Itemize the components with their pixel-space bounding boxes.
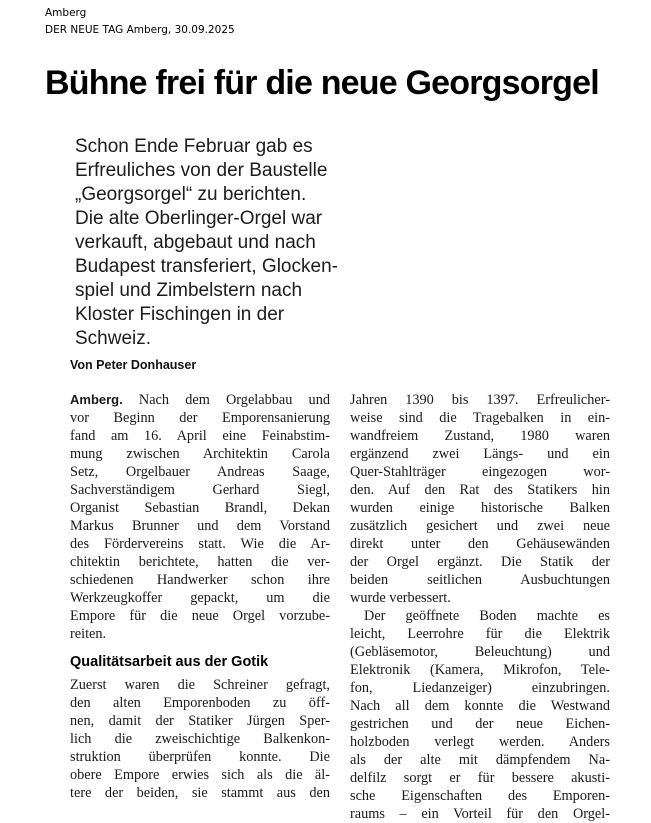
lead-line: Kloster Fischingen in der bbox=[75, 304, 285, 325]
column-right bbox=[350, 391, 610, 823]
article-lead bbox=[75, 135, 375, 351]
text-line: mung zwischen Architektin Carola bbox=[70, 446, 330, 462]
text-line: vor Beginn der Emporensanierung bbox=[70, 410, 330, 426]
text-line: tere der beiden, sie stammt aus den bbox=[70, 785, 330, 801]
lead-line: Die alte Oberlinger-Orgel war bbox=[75, 208, 323, 229]
text-line: Zuerst waren die Schreiner gefragt, bbox=[70, 677, 330, 693]
text-line: fand am 16. April eine Feinabstim- bbox=[70, 428, 330, 444]
text-line: Empore für die neue Orgel vorzube- bbox=[70, 608, 330, 624]
text-line: obere Empore erwies sich als die äl- bbox=[70, 767, 330, 783]
article-byline: Von Peter Donhauser bbox=[70, 358, 197, 372]
lead-line: Schon Ende Februar gab es bbox=[75, 136, 313, 157]
text-line: der Orgel ergänzt. Die Statik der bbox=[350, 554, 610, 570]
text-line: beiden seitlichen Ausbuchtungen bbox=[350, 572, 610, 588]
lead-line: Schweiz. bbox=[75, 328, 152, 349]
header-location: Amberg bbox=[45, 7, 87, 19]
text-line: wurde verbessert. bbox=[350, 590, 451, 606]
text-line: holzboden verlegt werden. Anders bbox=[350, 734, 610, 750]
text-line: wurden einige historische Balken bbox=[350, 500, 610, 516]
text-line: fon, Liedanzeiger) einzubringen. bbox=[350, 680, 610, 696]
text-line: zusätzlich gesichert und zwei neue bbox=[350, 518, 610, 534]
text-line: Nach all dem konnte die Westwand bbox=[350, 698, 610, 714]
text-line: lich die zweischichtige Balkenkon- bbox=[70, 731, 330, 747]
article-header bbox=[45, 5, 235, 39]
text-line: nen, damit der Statiker Jürgen Sper- bbox=[70, 713, 330, 729]
text-line: gestrichen und der neue Eichen- bbox=[350, 716, 610, 732]
lead-line: spiel und Zimbelstern nach bbox=[75, 280, 303, 301]
section-heading: Qualitätsarbeit aus der Gotik bbox=[70, 654, 269, 670]
text-line: raums – ein Vorteil für den Orgel- bbox=[350, 806, 610, 822]
text-line: Sachverständigem Gerhard Siegl, bbox=[70, 482, 330, 498]
text-line: den. Auf den Rat des Statikers hin bbox=[350, 482, 610, 498]
article-body bbox=[70, 391, 610, 823]
text-line: Der geöffnete Boden machte es bbox=[364, 608, 610, 624]
text-line: reiten. bbox=[70, 626, 107, 642]
text-line: struktion überprüfen konnte. Die bbox=[70, 749, 330, 765]
text-line: als der alte mit dämpfendem Na- bbox=[350, 752, 610, 768]
text-line: schiedenen Handwerker schon ihre bbox=[70, 572, 330, 588]
text-line: Jahren 1390 bis 1397. Erfreulicher- bbox=[350, 392, 610, 408]
text-line: Organist Sebastian Brandl, Dekan bbox=[70, 500, 330, 516]
text-line: Quer-Stahlträger eingezogen wor- bbox=[350, 464, 610, 480]
text-line: delfilz sorgt er für bessere akusti- bbox=[350, 770, 610, 786]
text-line: Amberg. Nach dem Orgelabbau und bbox=[70, 392, 330, 408]
text-line: des Fördervereins statt. Wie die Ar- bbox=[70, 536, 330, 552]
text-line: ergänzend zwei Längs- und ein bbox=[350, 446, 610, 462]
text-line: (Gebläsemotor, Beleuchtung) und bbox=[350, 644, 610, 660]
lead-line: verkauft, abgebaut und nach bbox=[75, 232, 316, 253]
text-line: Elektronik (Kamera, Mikrofon, Tele- bbox=[350, 662, 610, 678]
text-line: wandfreiem Zustand, 1980 waren bbox=[350, 428, 610, 444]
lead-line: Budapest transferiert, Glocken- bbox=[75, 256, 338, 277]
article-headline: Bühne frei für die neue Georgsorgel bbox=[45, 64, 599, 102]
text-line: leicht, Leerrohre für die Elektrik bbox=[350, 626, 610, 642]
text-line: direkt unter den Gehäusewänden bbox=[350, 536, 610, 552]
text-line: chitektin berichtete, hatten die ver- bbox=[70, 554, 330, 570]
header-source: DER NEUE TAG Amberg, 30.09.2025 bbox=[45, 24, 235, 36]
text-line: Werkzeugkoffer gepackt, um die bbox=[70, 590, 330, 606]
text-line: weise sind die Tragebalken in ein- bbox=[350, 410, 610, 426]
text-line: Setz, Orgelbauer Andreas Saage, bbox=[70, 464, 330, 480]
text-line: sche Eigenschaften des Emporen- bbox=[350, 788, 610, 804]
lead-line: Erfreuliches von der Baustelle bbox=[75, 160, 328, 181]
lead-line: „Georgsorgel“ zu berichten. bbox=[75, 184, 307, 205]
text-line: den alten Emporenboden zu öff- bbox=[70, 695, 330, 711]
column-left bbox=[70, 391, 330, 823]
text-line: Markus Brunner und dem Vorstand bbox=[70, 518, 330, 534]
dateline: Amberg. bbox=[70, 392, 123, 407]
